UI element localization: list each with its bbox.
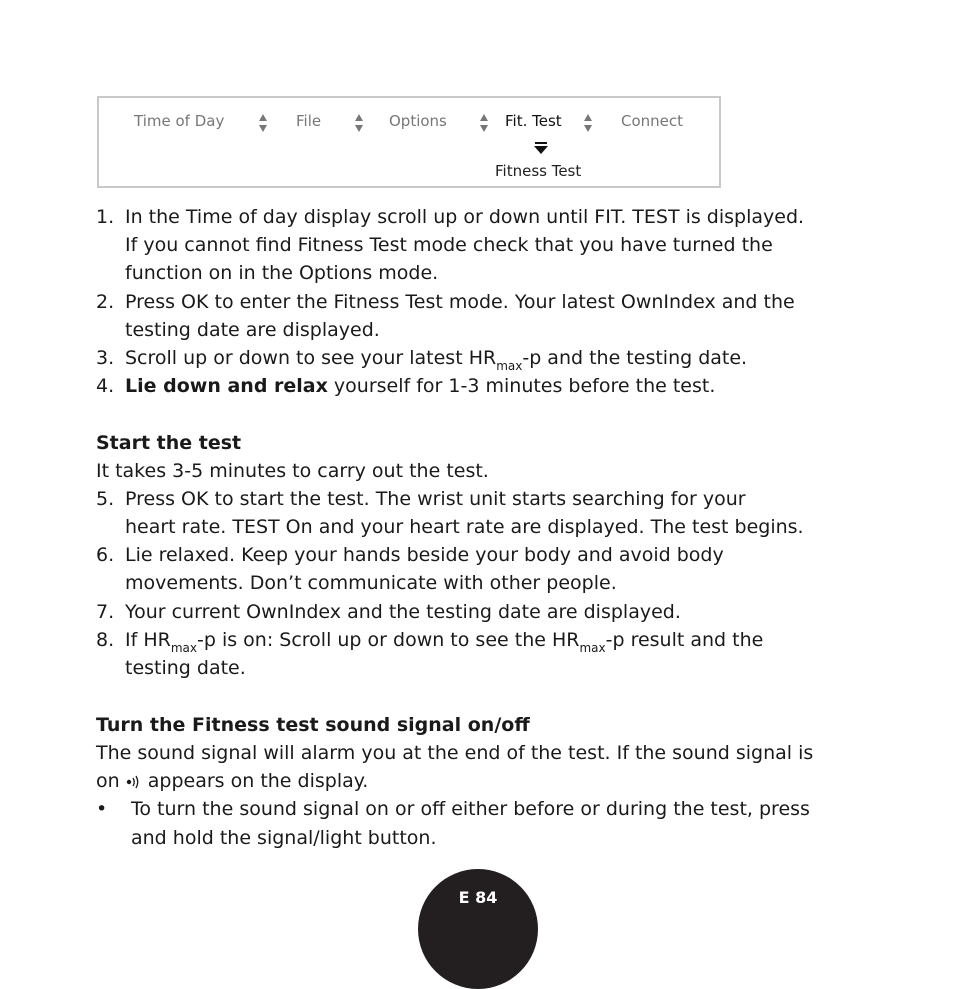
list-number: 6. (96, 544, 115, 566)
list-item-text: If you cannot find Fitness Test mode check that you have turned the (125, 234, 773, 256)
section-heading-start-test: Start the test (96, 432, 242, 454)
list-item-text: testing date. (125, 657, 246, 679)
list-item-text: Scroll up or down to see your latest $HR_{max}-p$ and the testing date. (125, 347, 748, 373)
list-item-text: If $HR_{max}-p$ is on: Scroll up or down to see the $HR_{max}-p$ result and the (125, 629, 764, 655)
list-item-text: In the Time of day display scroll up or down until FIT. TEST is displayed. (125, 206, 805, 228)
list-number: 4. (96, 375, 115, 397)
bullet-text: To turn the sound signal on or off either before or during the test, press (131, 798, 810, 820)
sound-signal-icon (126, 773, 142, 789)
list-item-text: Your current OwnIndex and the testing date are displayed. (125, 601, 681, 623)
updown-arrows-icon (479, 113, 489, 133)
paragraph-text: The sound signal will alarm you at the end of the test. If the sound signal is (96, 742, 814, 764)
list-item-text: Press OK to start the test. The wrist unit starts searching for your (125, 488, 746, 510)
bullet-text: and hold the signal/light button. (131, 827, 437, 849)
list-item-text: Lie down and relax yourself for 1-3 minutes before the test. (125, 375, 716, 397)
list-number: 3. (96, 347, 115, 369)
list-number: 2. (96, 291, 115, 313)
updown-arrows-icon (583, 113, 593, 133)
menu-item-file: File (296, 112, 322, 130)
emphasis-text: Lie down and relax (125, 375, 328, 397)
page-number: E 84 (458, 888, 498, 907)
down-arrow-icon (533, 142, 549, 156)
section-heading-sound-signal: Turn the Fitness test sound signal on/off (96, 714, 530, 736)
section-intro-text: It takes 3-5 minutes to carry out the test. (96, 460, 489, 482)
list-number: 1. (96, 206, 115, 228)
menu-item-options: Options (389, 112, 447, 130)
updown-arrows-icon (354, 113, 364, 133)
menu-item-fit-test: Fit. Test (505, 112, 562, 130)
list-item-text: Lie relaxed. Keep your hands beside your body and avoid body (125, 544, 724, 566)
page-number-badge (418, 869, 538, 989)
menu-item-time-of-day: Time of Day (134, 112, 225, 130)
list-item-text: movements. Don’t communicate with other people. (125, 572, 617, 594)
list-item-text: function on in the Options mode. (125, 262, 439, 284)
list-number: 7. (96, 601, 115, 623)
list-number: 8. (96, 629, 115, 651)
paragraph-text: on appears on the display. (96, 770, 369, 792)
list-item-text: testing date are displayed. (125, 319, 380, 341)
submenu-label: Fitness Test (495, 162, 582, 180)
menu-diagram (97, 96, 721, 188)
updown-arrows-icon (258, 113, 268, 133)
menu-item-connect: Connect (621, 112, 684, 130)
list-item-text: Press OK to enter the Fitness Test mode. Your latest OwnIndex and the (125, 291, 795, 313)
list-number: 5. (96, 488, 115, 510)
list-item-text: heart rate. TEST On and your heart rate are displayed. The test begins. (125, 516, 804, 538)
bullet: • (96, 798, 108, 820)
